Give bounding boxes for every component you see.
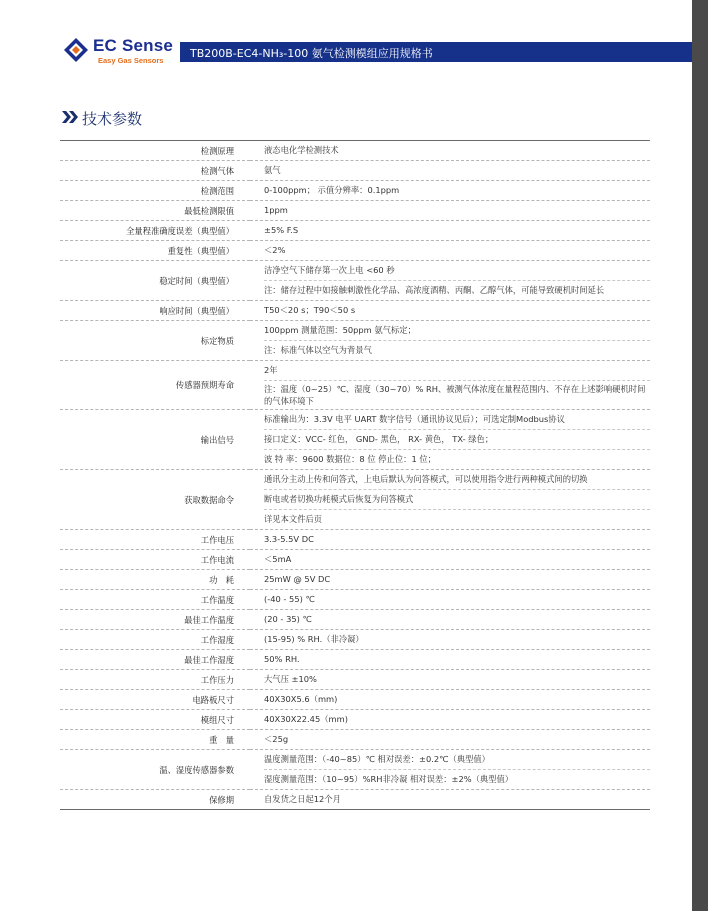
document-title: TB200B-EC4-NH₃-100 氨气检测模组应用规格书	[190, 47, 433, 60]
spec-label: 全量程准确度误差（典型值）	[60, 221, 250, 241]
spec-value: 25mW @ 5V DC	[264, 574, 331, 584]
spec-row	[60, 550, 650, 570]
spec-value: 注：储存过程中如接触刺激性化学品、高浓度酒精、丙酮、乙醇气体，可能导致硬机时间延长	[264, 280, 650, 300]
spec-label: 保修期	[60, 790, 250, 810]
spec-label: 最佳工作湿度	[60, 650, 250, 670]
spec-value-cell	[250, 590, 650, 610]
spec-label: 模组尺寸	[60, 710, 250, 730]
page-edge-bar	[692, 0, 708, 911]
spec-row	[60, 710, 650, 730]
spec-label: 功 耗	[60, 570, 250, 590]
spec-label: 检测气体	[60, 161, 250, 181]
spec-value: 0-100ppm； 示值分辨率：0.1ppm	[264, 185, 400, 195]
spec-label: 稳定时间（典型值）	[60, 261, 250, 301]
spec-label: 检测原理	[60, 141, 250, 161]
spec-label: 检测范围	[60, 181, 250, 201]
spec-value: 注：温度（0~25）℃、湿度（30~70）% RH、被测气体浓度在量程范围内、不存在上述影响硬机时间的气体环境下	[264, 380, 650, 409]
spec-value: 详见本文件后页	[264, 509, 650, 529]
spec-value: (-40 - 55) ℃	[264, 594, 315, 604]
spec-label: 重 量	[60, 730, 250, 750]
spec-value: 2年	[264, 365, 278, 375]
section-title: 技术参数	[82, 110, 143, 128]
spec-value: 40X30X5.6（mm)	[264, 694, 338, 704]
spec-value-cell	[250, 650, 650, 670]
spec-row	[60, 181, 650, 201]
spec-value: 大气压 ±10%	[264, 674, 317, 684]
spec-value: 40X30X22.45（mm)	[264, 714, 348, 724]
spec-value-cell	[250, 161, 650, 181]
spec-value-cell	[250, 570, 650, 590]
spec-value-cell	[250, 670, 650, 690]
spec-value: 100ppm 测量范围：50ppm 氨气标定；	[264, 325, 416, 335]
spec-label: 输出信号	[60, 410, 250, 470]
spec-value: 标准输出为：3.3V 电平 UART 数字信号（通讯协议见后）；可选定制Modbus协议	[264, 414, 565, 424]
spec-value: T50＜20 s；T90＜50 s	[264, 305, 356, 315]
spec-row	[60, 650, 650, 670]
spec-value: 50% RH.	[264, 654, 300, 664]
spec-value-cell	[250, 301, 650, 321]
spec-value: 通讯分主动上传和问答式，上电后默认为问答模式，可以使用指令进行两种模式间的切换	[264, 474, 588, 484]
spec-value-cell	[250, 630, 650, 650]
spec-row	[60, 630, 650, 650]
brand-tagline: Easy Gas Sensors	[98, 56, 164, 65]
spec-value-cell	[250, 530, 650, 550]
spec-value: 氨气	[264, 165, 281, 175]
spec-value-cell	[250, 730, 650, 750]
spec-value-cell	[250, 710, 650, 730]
spec-value-cell	[250, 790, 650, 810]
spec-label: 重复性（典型值）	[60, 241, 250, 261]
spec-value: 自发货之日起12个月	[264, 794, 341, 804]
spec-value: (15-95) % RH.（非冷凝）	[264, 634, 364, 644]
spec-value-cell	[250, 361, 650, 410]
spec-row	[60, 410, 650, 470]
brand-name: EC Sense	[93, 36, 174, 55]
spec-value-cell	[250, 750, 650, 790]
spec-value: 洁净空气下储存第一次上电 <60 秒	[264, 265, 395, 275]
spec-label: 标定物质	[60, 321, 250, 361]
spec-value: ＜25g	[264, 734, 289, 744]
spec-row	[60, 161, 650, 181]
spec-row	[60, 301, 650, 321]
spec-label: 工作湿度	[60, 630, 250, 650]
spec-value: 3.3-5.5V DC	[264, 534, 314, 544]
spec-label: 传感器预期寿命	[60, 361, 250, 410]
spec-value: 湿度测量范围：（10~95）%RH非冷凝 相对误差：±2%（典型值）	[264, 769, 650, 789]
logo	[62, 36, 190, 68]
spec-value-cell	[250, 690, 650, 710]
spec-value-cell	[250, 321, 650, 361]
spec-row	[60, 790, 650, 810]
spec-row	[60, 141, 650, 161]
spec-value-cell	[250, 221, 650, 241]
spec-value: (20 - 35) ℃	[264, 614, 312, 624]
spec-label: 获取数据命令	[60, 470, 250, 530]
document-title-bar	[180, 42, 692, 62]
spec-label: 最低检测限值	[60, 201, 250, 221]
spec-row	[60, 670, 650, 690]
spec-row	[60, 610, 650, 630]
spec-value-cell	[250, 470, 650, 530]
spec-value-cell	[250, 410, 650, 470]
spec-value: 1ppm	[264, 205, 288, 215]
spec-value: ±5% F.S	[264, 225, 299, 235]
spec-value-cell	[250, 141, 650, 161]
spec-value-cell	[250, 610, 650, 630]
spec-table	[60, 140, 650, 810]
spec-row	[60, 690, 650, 710]
spec-value-cell	[250, 550, 650, 570]
spec-label: 工作电流	[60, 550, 250, 570]
spec-row	[60, 730, 650, 750]
spec-label: 电路板尺寸	[60, 690, 250, 710]
spec-row	[60, 361, 650, 410]
spec-label: 温、湿度传感器参数	[60, 750, 250, 790]
spec-row	[60, 590, 650, 610]
spec-value: ＜5mA	[264, 554, 292, 564]
spec-label: 响应时间（典型值）	[60, 301, 250, 321]
spec-row	[60, 261, 650, 301]
spec-row	[60, 750, 650, 790]
spec-value: 断电或者切换功耗模式后恢复为问答模式	[264, 489, 650, 509]
spec-label: 工作电压	[60, 530, 250, 550]
spec-value: 液态电化学检测技术	[264, 145, 339, 155]
spec-label: 工作温度	[60, 590, 250, 610]
spec-value: ＜2%	[264, 245, 286, 255]
ec-sense-logo-icon	[62, 36, 90, 64]
spec-row	[60, 321, 650, 361]
spec-row	[60, 470, 650, 530]
spec-value: 接口定义：VCC- 红色， GND- 黑色， RX- 黄色， TX- 绿色；	[264, 429, 650, 449]
double-chevron-icon	[62, 111, 78, 123]
spec-value-cell	[250, 201, 650, 221]
spec-value: 温度测量范围：（-40~85）℃ 相对误差：±0.2℃（典型值）	[264, 754, 490, 764]
spec-row	[60, 201, 650, 221]
spec-value: 注：标准气体以空气为背景气	[264, 340, 650, 360]
spec-row	[60, 570, 650, 590]
spec-value-cell	[250, 241, 650, 261]
spec-label: 最佳工作温度	[60, 610, 250, 630]
spec-value-cell	[250, 181, 650, 201]
spec-row	[60, 241, 650, 261]
spec-row	[60, 530, 650, 550]
spec-label: 工作压力	[60, 670, 250, 690]
spec-row	[60, 221, 650, 241]
spec-value-cell	[250, 261, 650, 301]
spec-value: 波 特 率：9600 数据位：8 位 停止位：1 位；	[264, 449, 650, 469]
